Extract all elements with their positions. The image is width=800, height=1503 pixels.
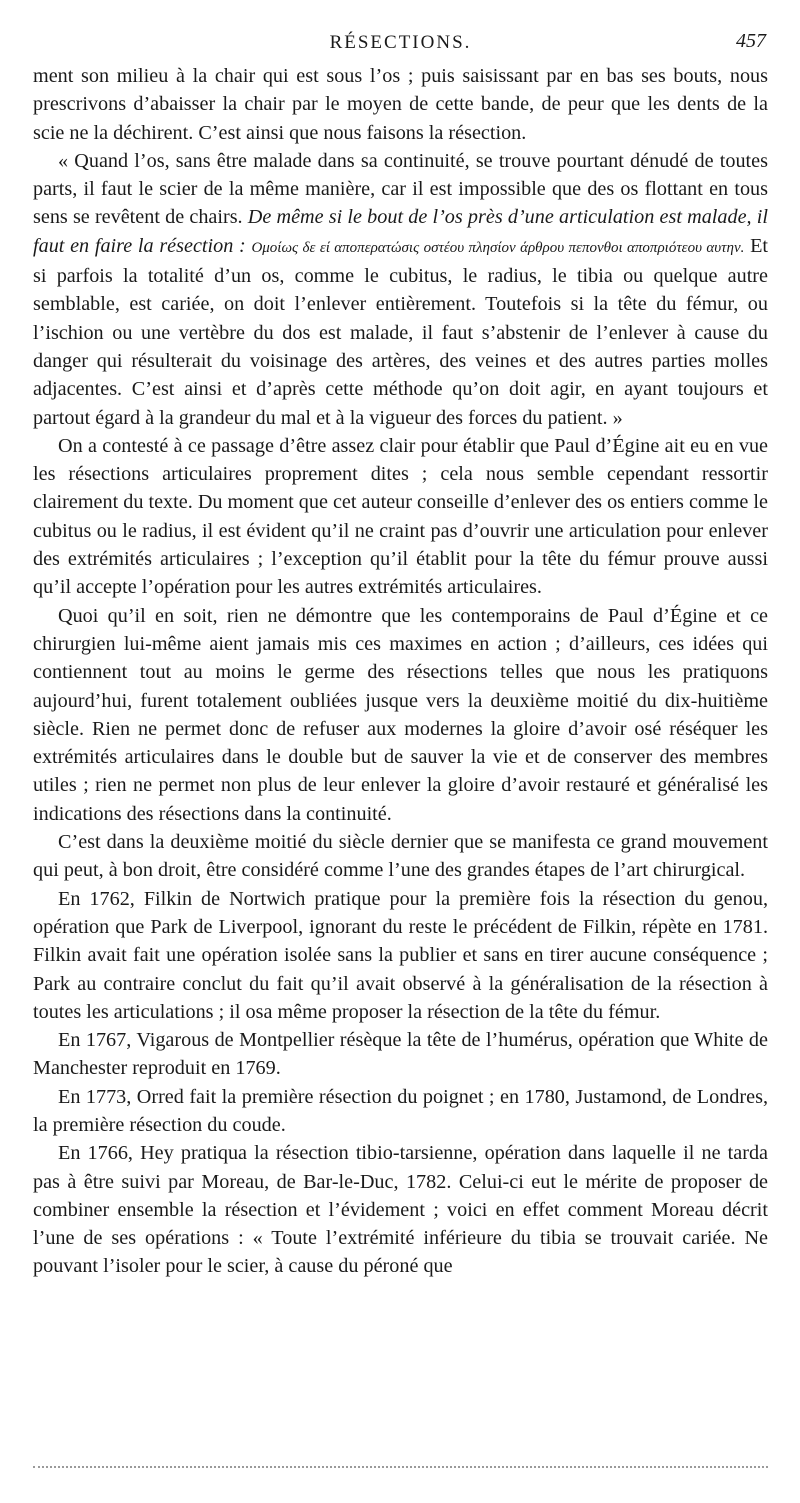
- paragraph: On a contesté à ce passage d’être assez clair pour établir que Paul d’Égine ait eu en vue les résections articulaires proprement dites ; cela nous semble cependant ressortir clairement du texte. Du moment que cet auteur conseille d’enlever des os entiers comme le cubitus ou le radius, il est évident qu’il ne craint pas d’ouvrir une articulation pour enlever des extrémités articulaires ; l’exception qu’il établit pour la tête du fémur prouve aussi qu’il accepte l’opération pour les autres extrémités articulaires.: [33, 434, 768, 599]
- greek-quotation: Ομοίως δε εί αποπερατώσις οστέου πλησίον άρθρου πεπονθοι αποπριότεου αυτην.: [251, 239, 745, 256]
- page-header: [33, 28, 768, 62]
- running-head: RÉSECTIONS.: [329, 32, 472, 53]
- paragraph: ment son milieu à la chair qui est sous l’os ; puis saisissant par en bas ses bouts, nous prescrivons d’abaisser la chair par le moyen de cette bande, de peur que les dents de la scie ne la déchirent. C’est ainsi que nous faisons la résection.: [33, 65, 768, 144]
- quote-text-continued: Et si parfois la totalité d’un os, comme le cubitus, le radius, le tibia ou quelque autre semblable, est cariée, on doit l’enlever entièrement. Toutefois si la tête du fémur, ou l’ischion ou une vertèbre du dos est malade, il faut s’abstenir de l’enlever à cause du danger qui résulterait du voisinage des artères, des veines et des autres parties molles adjacentes. C’est ainsi et d’après cette méthode qu’on doit agir, en ayant toujours et partout égard à la grandeur du mal et à la vigueur des forces du patient. »: [33, 234, 769, 429]
- footer-dotted-rule: [33, 1466, 768, 1468]
- paragraph: En 1773, Orred fait la première résection du poignet ; en 1780, Justamond, de Londres, la première résection du coude.: [33, 1085, 768, 1136]
- page-number: 457: [736, 30, 766, 52]
- paragraph: En 1766, Hey pratiqua la résection tibio-tarsienne, opération dans laquelle il ne tarda pas à être suivi par Moreau, de Bar-le-Duc, 1782. Celui-ci eut le mérite de proposer de combiner ensemble la résection et l’évidement ; voici en effet comment Moreau décrit l’une de ses opérations : « Toute l’extrémité inférieure du tibia se trouvait cariée. Ne pouvant l’isoler pour le scier, à cause du péroné que: [33, 1142, 768, 1278]
- document-page: [33, 28, 768, 1281]
- body-text: [33, 62, 768, 1281]
- paragraph: C’est dans la deuxième moitié du siècle dernier que se manifesta ce grand mouvement qui peut, à bon droit, être considéré comme l’une des grandes étapes de l’art chirurgical.: [33, 831, 768, 882]
- paragraph: Quoi qu’il en soit, rien ne démontre que les contemporains de Paul d’Égine et ce chirurgien lui-même aient jamais mis ces maximes en action ; d’ailleurs, ces idées qui contiennent tout au moins le germe des résections telles que nous les pratiquons aujourd’hui, furent totalement oubliées jusque vers la deuxième moitié du dix-huitième siècle. Rien ne permet donc de refuser aux modernes la gloire d’avoir osé réséquer les extrémités articulaires dans le double but de sauver la vie et de conserver des membres utiles ; rien ne permet non plus de leur enlever la gloire d’avoir restauré et généralisé les indications des résections dans la continuité.: [33, 604, 768, 825]
- quote-text: « Quand l’os, sans être malade dans sa continuité, se trouve pourtant dénudé de toutes parts, il faut le scier de la même manière, car il est impossible que des os flottant en tous sens se revêtent de chairs.: [33, 149, 768, 229]
- paragraph-quote: [33, 147, 768, 432]
- paragraph: En 1767, Vigarous de Montpellier résèque la tête de l’humérus, opération que White de Manchester reproduit en 1769.: [33, 1029, 768, 1080]
- italic-passage: De même si le bout de l’os près d’une articulation est malade, il faut en faire la résection :: [33, 206, 768, 257]
- paragraph: En 1762, Filkin de Nortwich pratique pour la première fois la résection du genou, opération que Park de Liverpool, ignorant du reste le précédent de Filkin, répète en 1781. Filkin avait fait une opération isolée sans la publier et sans en tirer aucune conséquence ; Park au contraire conclut du fait qu’il avait observé à la généralisation de la résection à toutes les articulations ; il osa même proposer la résection de la tête du fémur.: [33, 887, 768, 1023]
